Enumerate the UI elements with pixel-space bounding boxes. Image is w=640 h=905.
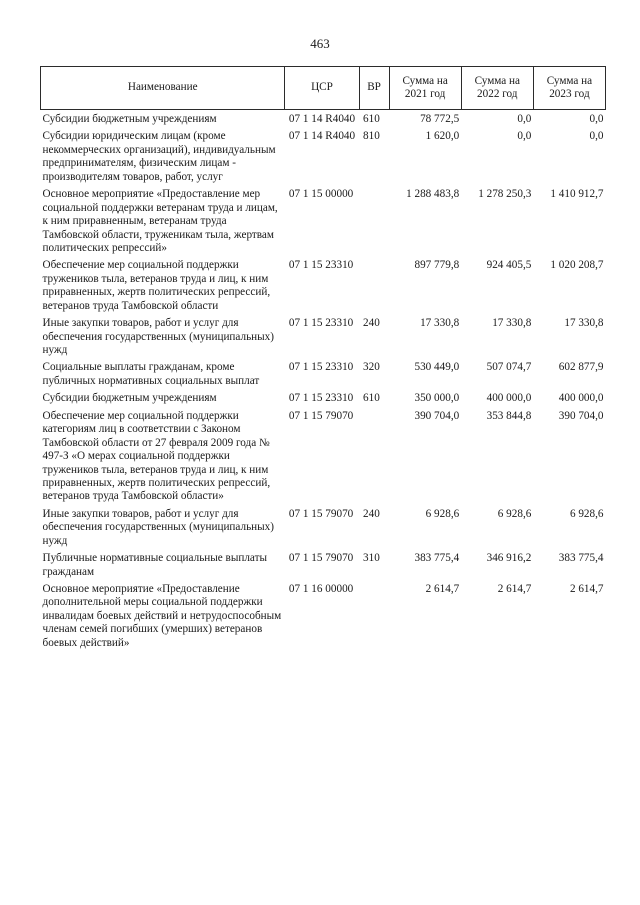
cell-name: Обеспечение мер социальной поддержки категориям лиц в соответствии с Законом Тамбовской области от 27 февраля 2009 года № 497-З «О мерах социальной поддержки тружеников тыла, ветеранов труда и лиц, к ним приравненных, жертв политических репрессий, ветеранов труда Тамбовской области» [42,409,271,503]
cell-csr: 07 1 15 79070 [288,507,354,520]
cell-name: Субсидии юридическим лицам (кроме некоммерческих организаций), индивидуальным предпринимателям, физическим лицам - производителям товаров, работ, услуг [42,130,276,183]
cell-vr: 320 [363,361,380,374]
cell-sum-2023: 0,0 [589,113,604,125]
cell-sum-2023: 1 410 912,7 [550,188,604,201]
cell-sum-2023: 6 928,6 [569,507,604,520]
header-name: Наименование [41,67,285,110]
table-row [41,130,606,188]
cell-name: Субсидии бюджетным учреждениям [42,113,217,125]
budget-table [40,66,606,654]
cell-sum-2021: 390 704,0 [414,409,460,422]
cell-sum-2021: 1 620,0 [425,130,460,143]
cell-sum-2021: 2 614,7 [425,583,460,595]
cell-sum-2022: 400 000,0 [486,392,532,405]
cell-sum-2022: 924 405,5 [486,259,532,272]
cell-sum-2022: 1 278 250,3 [478,188,532,201]
cell-name: Социальные выплаты гражданам, кроме публичных нормативных социальных выплат [42,361,260,387]
table-row [41,508,606,552]
cell-sum-2021: 897 779,8 [414,259,460,272]
cell-sum-2023: 0,0 [589,130,604,143]
cell-name: Иные закупки товаров, работ и услуг для обеспечения государственных (муниципальных) нужд [42,317,274,356]
cell-csr: 07 1 15 23310 [288,361,354,374]
cell-name: Основное мероприятие «Предоставление дополнительной меры социальной поддержки инвалидам боевых действий и нетрудоспособным членам семей погибших (умерших) ветеранов боевых действий» [42,583,282,649]
table-row [41,583,606,654]
header-sum-2022: Сумма на 2022 год [461,67,533,110]
table-row [41,410,606,508]
cell-vr: 810 [363,130,380,143]
cell-sum-2021: 17 330,8 [420,317,460,330]
cell-csr: 07 1 15 23310 [288,317,354,330]
cell-sum-2021: 1 288 483,8 [406,188,460,201]
table-row [41,188,606,259]
header-vr: ВР [359,67,389,110]
cell-sum-2022: 17 330,8 [492,317,532,330]
page-number: 463 [310,36,330,51]
cell-vr: 240 [363,317,380,330]
cell-sum-2022: 0,0 [517,113,532,125]
table-row [41,361,606,392]
cell-name: Публичные нормативные социальные выплаты гражданам [42,552,268,578]
cell-name: Основное мероприятие «Предоставление мер социальной поддержки ветеранам труда и лицам, к ним приравненным, ветеранам труда Тамбовской области, труженикам тыла, жертвам политических репрессий» [42,188,278,254]
cell-sum-2021: 383 775,4 [414,552,460,565]
cell-sum-2023: 2 614,7 [569,583,604,595]
cell-vr: 310 [363,552,380,565]
table-row [41,392,606,409]
header-csr: ЦСР [285,67,359,110]
cell-vr [359,259,389,317]
header-sum-2023: Сумма на 2023 год [533,67,605,110]
cell-csr: 07 1 15 00000 [288,188,354,201]
cell-csr: 07 1 16 00000 [288,583,354,595]
cell-sum-2023: 1 020 208,7 [550,259,604,272]
table-row [41,552,606,583]
cell-sum-2022: 346 916,2 [486,552,532,565]
table-row [41,259,606,317]
cell-csr: 07 1 14 R4040 [288,113,356,125]
cell-name: Субсидии бюджетным учреждениям [42,392,217,405]
cell-sum-2023: 383 775,4 [558,552,604,565]
cell-sum-2022: 2 614,7 [497,583,532,595]
cell-csr: 07 1 15 79070 [288,409,354,422]
cell-vr [359,410,389,508]
cell-sum-2022: 353 844,8 [486,409,532,422]
cell-sum-2023: 17 330,8 [564,317,604,330]
cell-vr: 610 [363,392,380,405]
cell-vr: 240 [363,507,380,520]
cell-csr: 07 1 15 79070 [288,552,354,565]
cell-sum-2021: 530 449,0 [414,361,460,374]
cell-sum-2023: 390 704,0 [558,409,604,422]
cell-sum-2021: 78 772,5 [420,113,460,125]
header-sum-2021: Сумма на 2021 год [389,67,461,110]
cell-sum-2022: 507 074,7 [486,361,532,374]
cell-name: Обеспечение мер социальной поддержки тружеников тыла, ветеранов труда и лиц, к ним приравненных, жертв политических репрессий, ветеранов труда Тамбовской области [42,259,271,312]
table-row [41,110,606,131]
cell-vr: 610 [363,113,380,125]
cell-sum-2021: 6 928,6 [425,507,460,520]
cell-sum-2023: 400 000,0 [558,392,604,405]
cell-sum-2022: 6 928,6 [497,507,532,520]
cell-vr [359,188,389,259]
cell-csr: 07 1 15 23310 [288,392,354,405]
table-header-row [41,67,606,110]
table-row [41,317,606,361]
cell-name: Иные закупки товаров, работ и услуг для обеспечения государственных (муниципальных) нужд [42,507,274,547]
cell-csr: 07 1 14 R4040 [288,130,356,143]
cell-sum-2023: 602 877,9 [558,361,604,374]
cell-csr: 07 1 15 23310 [288,259,354,272]
cell-vr [359,583,389,654]
cell-sum-2022: 0,0 [517,130,532,143]
cell-sum-2021: 350 000,0 [414,392,460,405]
